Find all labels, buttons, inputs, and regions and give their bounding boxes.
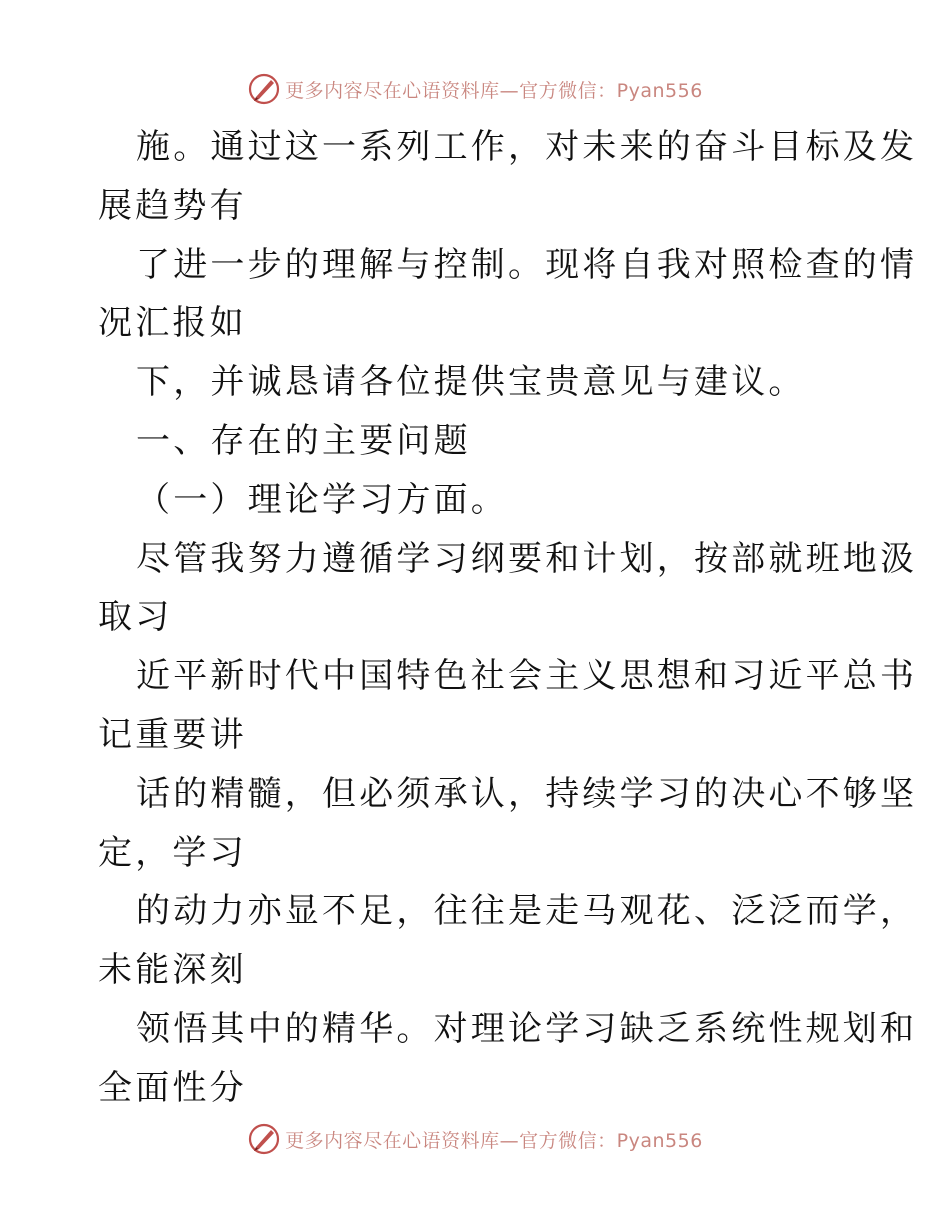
watermark-text: 更多内容尽在心语资料库—官方微信：Pyan556 [285, 79, 703, 102]
document-body [98, 118, 918, 1118]
text-line: 况汇报如 [98, 303, 247, 344]
text-line: 了进一步的理解与控制。现将自我对照检查的情 [136, 244, 918, 285]
text-line: （一）理论学习方面。 [136, 479, 508, 520]
text-line: 一、存在的主要问题 [136, 420, 471, 461]
text-line: 取习 [98, 597, 173, 638]
pen-logo-icon [247, 1122, 281, 1156]
text-line: 话的精髓，但必须承认，持续学习的决心不够坚 [136, 773, 918, 814]
text-line: 全面性分 [98, 1067, 247, 1108]
header-watermark [0, 72, 950, 106]
text-line: 展趋势有 [98, 185, 247, 226]
text-line: 记重要讲 [98, 714, 247, 755]
text-line: 下，并诚恳请各位提供宝贵意见与建议。 [136, 362, 806, 403]
text-line: 的动力亦显不足，往往是走马观花、泛泛而学， [136, 891, 918, 932]
footer-watermark [0, 1122, 950, 1156]
text-line: 未能深刻 [98, 950, 247, 991]
watermark-text: 更多内容尽在心语资料库—官方微信：Pyan556 [285, 1129, 703, 1152]
text-line: 定，学习 [98, 832, 247, 873]
text-line: 近平新时代中国特色社会主义思想和习近平总书 [136, 656, 918, 697]
text-line: 领悟其中的精华。对理论学习缺乏系统性规划和 [136, 1008, 918, 1049]
text-line: 尽管我努力遵循学习纲要和计划，按部就班地汲 [136, 538, 918, 579]
pen-logo-icon [247, 72, 281, 106]
text-line: 施。通过这一系列工作，对未来的奋斗目标及发 [136, 127, 918, 167]
